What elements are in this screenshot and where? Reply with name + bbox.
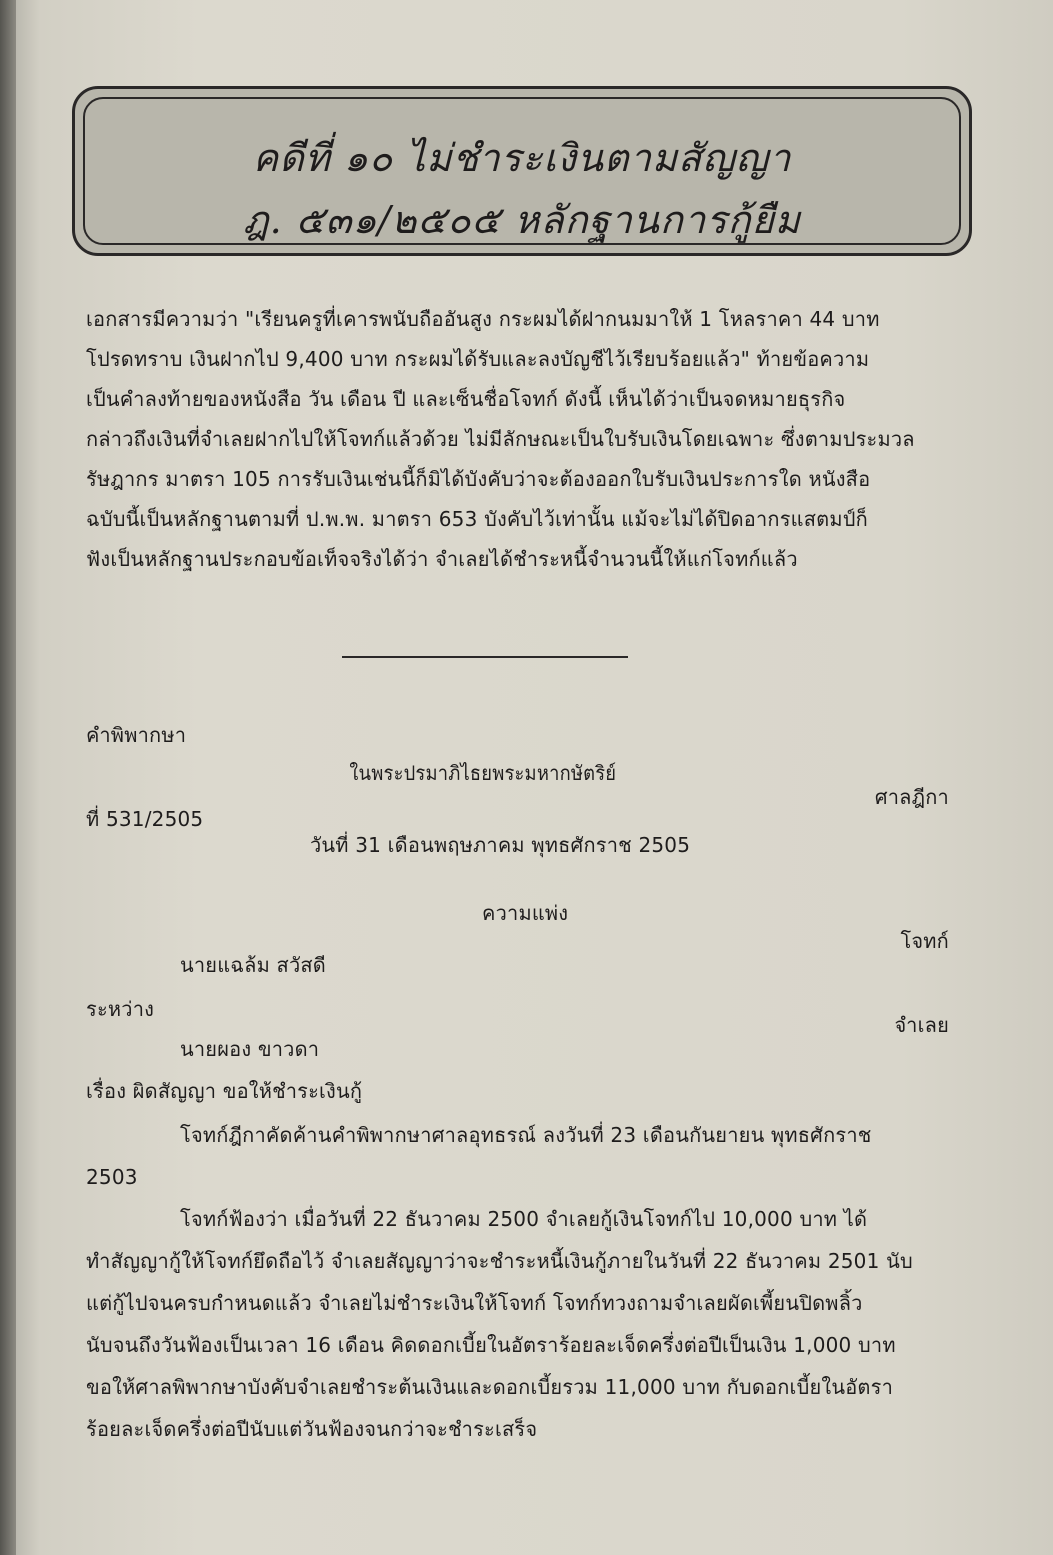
summary-line-7: ฟังเป็นหลักฐานประกอบข้อเท็จจริงได้ว่า จำเลยได้ชำระหนี้จำนวนนี้ให้แก่โจทก์แล้ว <box>86 547 798 571</box>
case-title: คดีที่ ๑๐ ไม่ชำระเงินตามสัญญา <box>252 136 792 180</box>
court-name: ศาลฎีกา <box>874 785 949 809</box>
case-header-box <box>72 86 972 256</box>
royal-phrase: ในพระปรมาภิไธยพระมหากษัตริย์ <box>349 761 617 785</box>
section-divider <box>342 656 628 658</box>
defendant-name: นายผอง ขาวดา <box>180 1037 320 1061</box>
complaint-line-6: ร้อยละเจ็ดครึ่งต่อปีนับแต่วันฟ้องจนกว่าจะชำระเสร็จ <box>86 1417 538 1441</box>
summary-line-1: เอกสารมีความว่า "เรียนครูที่เคารพนับถืออันสูง กระผมได้ฝากนมมาให้ 1 โหลราคา 44 บาท <box>86 307 880 331</box>
appeal-line-2: 2503 <box>86 1165 138 1189</box>
judgment-heading: คำพิพากษา <box>86 723 187 747</box>
complaint-line-4: นับจนถึงวันฟ้องเป็นเวลา 16 เดือน คิดดอกเบี้ยในอัตราร้อยละเจ็ดครึ่งต่อปีเป็นเงิน 1,000 บาท <box>86 1333 896 1357</box>
plaintiff-label: โจทก์ <box>900 929 949 953</box>
appeal-line-1: โจทก์ฎีกาคัดค้านคำพิพากษาศาลอุทธรณ์ ลงวันที่ 23 เดือนกันยายน พุทธศักราช <box>180 1123 872 1147</box>
between-label: ระหว่าง <box>86 997 155 1021</box>
plaintiff-name: นายแฉล้ม สวัสดี <box>180 953 326 977</box>
case-type: ความแพ่ง <box>482 901 569 925</box>
defendant-label: จำเลย <box>894 1013 949 1037</box>
case-number: ที่ 531/2505 <box>86 807 204 831</box>
complaint-line-3: แต่กู้ไปจนครบกำหนดแล้ว จำเลยไม่ชำระเงินให้โจทก์ โจทก์ทวงถามจำเลยผัดเพี้ยนปิดพลิ้ว <box>86 1291 863 1315</box>
summary-line-4: กล่าวถึงเงินที่จำเลยฝากไปให้โจทก์แล้วด้วย ไม่มีลักษณะเป็นใบรับเงินโดยเฉพาะ ซึ่งตามประมวล <box>86 427 915 451</box>
case-subtitle: ฎ. ๕๓๑/๒๕๐๕ หลักฐานการกู้ยืม <box>243 198 801 242</box>
summary-line-6: ฉบับนี้เป็นหลักฐานตามที่ ป.พ.พ. มาตรา 653 บังคับไว้เท่านั้น แม้จะไม่ได้ปิดอากรแสตมป์ก็ <box>86 507 868 531</box>
summary-line-2: โปรดทราบ เงินฝากไป 9,400 บาท กระผมได้รับและลงบัญชีไว้เรียบร้อยแล้ว" ท้ายข้อความ <box>86 347 870 371</box>
complaint-line-5: ขอให้ศาลพิพากษาบังคับจำเลยชำระต้นเงินและดอกเบี้ยรวม 11,000 บาท กับดอกเบี้ยในอัตรา <box>86 1375 893 1399</box>
judgment-date: วันที่ 31 เดือนพฤษภาคม พุทธศักราช 2505 <box>310 833 691 857</box>
complaint-line-1: โจทก์ฟ้องว่า เมื่อวันที่ 22 ธันวาคม 2500 จำเลยกู้เงินโจทก์ไป 10,000 บาท ได้ <box>180 1207 868 1231</box>
complaint-line-2: ทำสัญญากู้ให้โจทก์ยึดถือไว้ จำเลยสัญญาว่าจะชำระหนี้เงินกู้ภายในวันที่ 22 ธันวาคม 2501 นับ <box>86 1249 913 1273</box>
summary-line-5: รัษฎากร มาตรา 105 การรับเงินเช่นนี้ก็มิได้บังคับว่าจะต้องออกใบรับเงินประการใด หนังสือ <box>86 467 871 491</box>
case-subject: เรื่อง ผิดสัญญา ขอให้ชำระเงินกู้ <box>86 1079 363 1103</box>
summary-line-3: เป็นคำลงท้ายของหนังสือ วัน เดือน ปี และเซ็นชื่อโจทก์ ดังนี้ เห็นได้ว่าเป็นจดหมายธุรกิจ <box>86 387 846 411</box>
